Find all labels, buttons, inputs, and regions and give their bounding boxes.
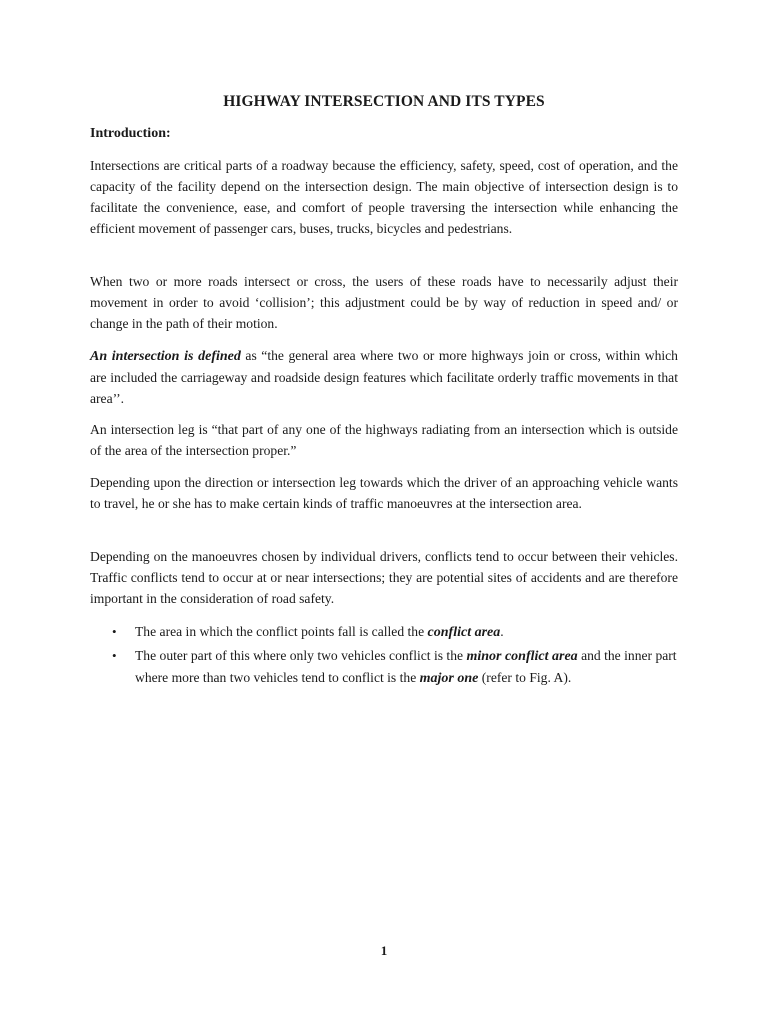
paragraph-roads-intersect: When two or more roads intersect or cross, the users of these roads have to necessarily adjust their movement in order to avoid ‘collision’; this adjustment could be by way of reduction in speed and/ or change in the path of their motion.	[90, 274, 678, 331]
bullet-text: The outer part of this where only two vehicles conflict is the	[135, 647, 467, 663]
introduction-heading: Introduction:	[90, 126, 171, 141]
bullet-conflict-area	[90, 621, 680, 644]
paragraph-driver-direction: Depending upon the direction or intersection leg towards which the driver of an approaching vehicle wants to travel, he or she has to make certain kinds of traffic manoeuvres at the intersection area.	[90, 475, 678, 511]
paragraph-intersection-definition	[90, 345, 678, 409]
paragraph-conflicts: Depending on the manoeuvres chosen by individual drivers, conflicts tend to occur between their vehicles. Traffic conflicts tend to occur at or near intersections; they are potential sites of accidents and are therefore important in the consideration of road safety.	[90, 549, 678, 606]
paragraph-intersection-leg: An intersection leg is “that part of any one of the highways radiating from an intersection which is outside of the area of the intersection proper.”	[90, 422, 678, 458]
bullet-minor-major-conflict	[90, 645, 680, 690]
term-conflict-area: conflict area	[427, 625, 501, 640]
definition-text: as “the general area where two or more highways join or cross, within which are included the carriageway and roadside design features which facilitate orderly traffic movements in that area’’.	[90, 348, 678, 406]
page-number: 1	[380, 943, 388, 958]
paragraph-intersections-critical: Intersections are critical parts of a roadway because the efficiency, safety, speed, cost of operation, and the capacity of the facility depend on the intersection design. The main objective of intersection design is to facilitate the convenience, ease, and comfort of people traversing the intersection while enhancing the efficient movement of passenger cars, buses, trucks, bicycles and pedestrians.	[90, 158, 678, 236]
term-minor-conflict-area: minor conflict area	[466, 648, 578, 664]
definition-term: An intersection is defined	[90, 349, 241, 364]
term-major-one: major one	[419, 671, 479, 686]
bullet-text-end: .	[500, 624, 504, 639]
bullet-text: The area in which the conflict points fall is called the	[135, 624, 428, 639]
conflict-bullet-list	[90, 621, 680, 691]
bullet-text: and the inner part where more than two vehicles tend to conflict is the	[135, 647, 677, 685]
bullet-icon: •	[112, 624, 117, 639]
bullet-text-end: (refer to Fig. A).	[478, 670, 572, 685]
document-title: HIGHWAY INTERSECTION AND ITS TYPES	[223, 93, 545, 110]
bullet-icon: •	[112, 647, 117, 663]
